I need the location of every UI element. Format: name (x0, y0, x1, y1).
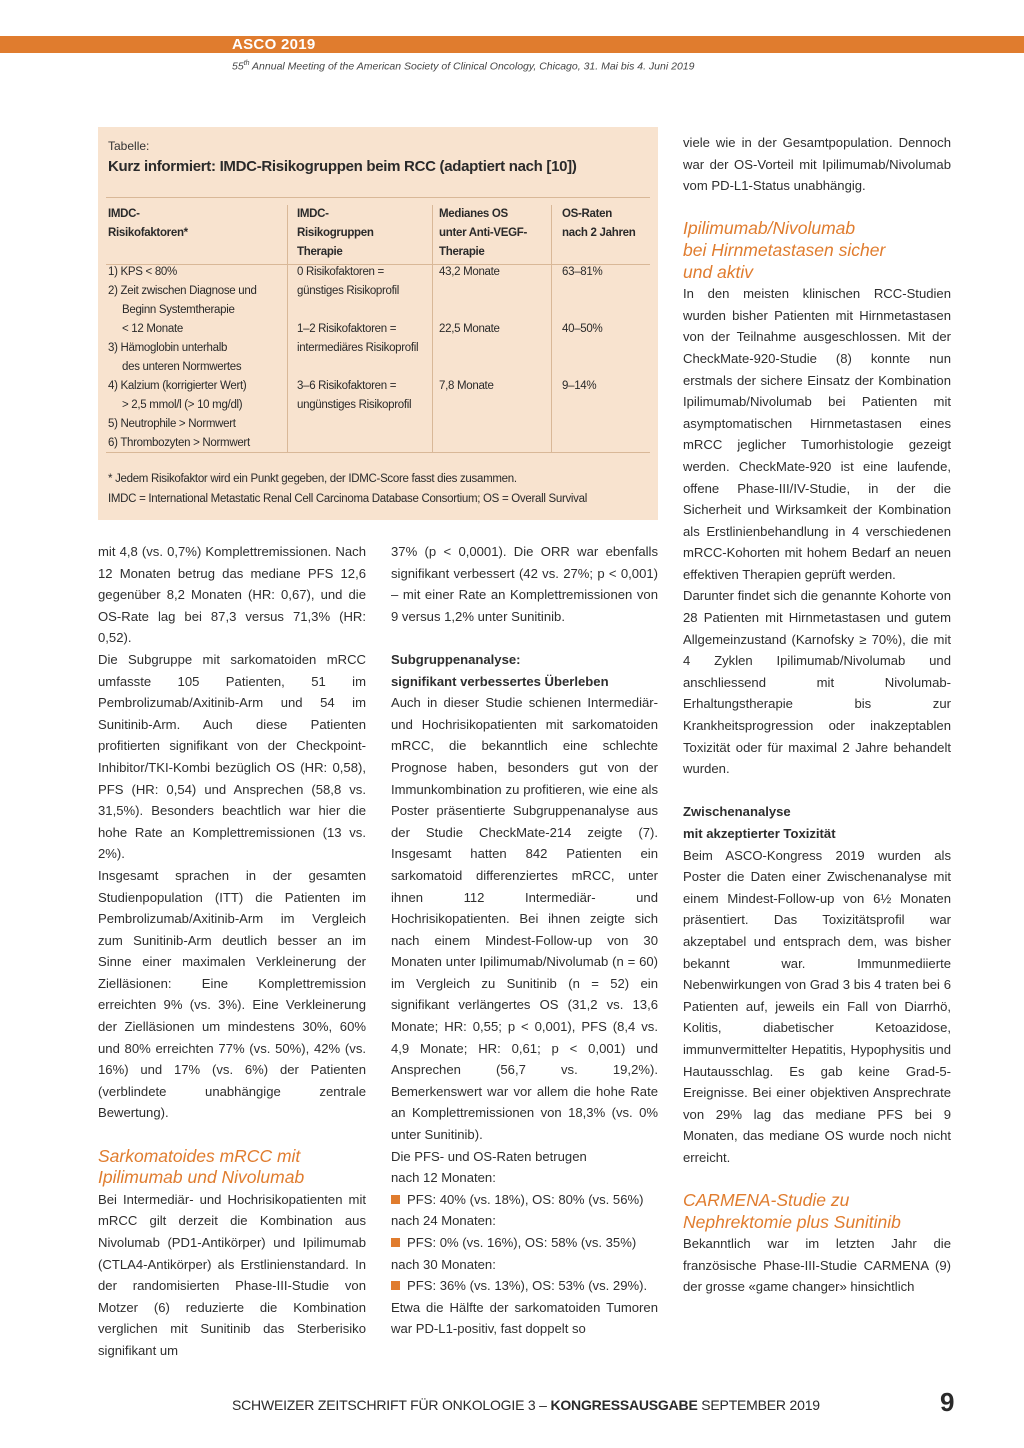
paragraph: Auch in dieser Studie schienen Intermediär- und Hochrisikopatienten mit sarkomatoiden mRCC, die bekanntlich eine schlechte Prognose haben, besonders gut von der Immunkombination zu profitieren, wie eine als Poster präsentierte Subgruppenanalyse aus der Studie CheckMate-214 zeigte (7). Insgesamt hatten 842 Patienten ein sarkomatoid differenziertes mRCC, unter ihnen 112 Intermediär- und Hochrisikopatienten. Bei ihnen zeigte sich nach einem Mindest-Follow-up von 30 Monaten unter Ipilimumab/Nivolumab (n = 60) im Vergleich zu Sunitinib (n = 52) ein signifikant verlängertes OS (31,2 vs. 13,6 Monate; HR: 0,55; p < 0,001), PFS (8,4 vs. 4,9 Monate; HR: 0,61; p < 0,001) und Ansprechen (56,7 vs. 19,2%). Bemerkenswert war vor allem die hohe Rate an Komplettremissionen von 18,3% (vs. 0% unter Sunitinib). (391, 695, 658, 1143)
paragraph: Insgesamt sprachen in der gesamten Studienpopulation (ITT) die Patienten im Pembrolizumab/Axitinib-Arm im Vergleich zum Sunitinib-Arm deutlich besser an im Sinne einer maximalen Verkleinerung der Zielläsionen: Eine Komplettremission erreichten 9% (vs. 3%). Eine Verkleinerung der Zielläsionen um mindestens 30%, 60% und 80% erreichten 77% (vs. 50%), 42% (vs. 16%) und 17% (vs. 6%) der Patienten (verblindete unabhängige zentrale Bewertung). (98, 867, 366, 1121)
rate-favorable: 63–81% (562, 266, 603, 278)
list-item: PFS: 36% (vs. 13%), OS: 53% (vs. 29%). (391, 1275, 658, 1297)
paragraph: mit 4,8 (vs. 0,7%) Komplettremissionen. Nach 12 Monaten betrug das mediane PFS 12,6 gegenüber 8,2 Monaten (HR: 0,67), und die OS-Rate lag bei 87,3 versus 71,3% (HR: 0,52). (98, 544, 366, 646)
table-header-cell: OS-Raten nach 2 Jahren (562, 208, 636, 239)
rate-poor: 9–14% (562, 380, 597, 392)
bullet-square-icon (391, 1238, 400, 1247)
bullet-square-icon (391, 1281, 400, 1290)
table-footnote: * Jedem Risikofaktor wird ein Punkt gegeben, der IDMC-Score fasst dies zusammen. (108, 473, 517, 485)
paragraph: Bei Intermediär- und Hochrisikopatienten mit mRCC gilt derzeit die Kombination aus Nivolumab (PD1-Antikörper) und Ipilimumab (CTLA4-Antikörper) als Erstlinienstandard. In der randomisierten Phase-III-Studie von Motzer (6) reduzierte die Kombination verglichen mit Sunitinib das Sterberisiko signifikant um (98, 1191, 366, 1358)
subsection-heading: Subgruppenanalyse: signifikant verbessertes Überleben (391, 651, 609, 689)
risk-group-poor: 3–6 Risikofaktoren = ungünstiges Risikoprofil (297, 380, 412, 411)
table-header-cell: IMDC- Risikofaktoren* (108, 208, 188, 239)
table-footnote: IMDC = International Metastatic Renal Cell Carcinoma Database Consortium; OS = Overall Survival (108, 493, 587, 505)
list-label: nach 24 Monaten: (391, 1213, 496, 1229)
subsection-heading: Zwischenanalyse mit akzeptierter Toxizität (683, 804, 836, 841)
table-header-cell: IMDC- Risikogruppen Therapie (297, 208, 374, 258)
rate-intermediate: 40–50% (562, 323, 603, 335)
table-header-cell: Medianes OS unter Anti-VEGF- Therapie (439, 208, 528, 258)
paragraph: 37% (p < 0,0001). Die ORR war ebenfalls signifikant verbessert (42 vs. 27%; p < 0,001) – mit einer Rate an Komplettremissionen von 9 versus 1,2% unter Sunitinib. (391, 544, 658, 624)
paragraph: Darunter findet sich die genannte Kohorte von 28 Patienten mit Hirnmetastasen und gutem Allgemeinzustand (Karnofsky ≥ 70%), die mit 4 Zyklen Ipilimumab/Nivolumab und anschliessend mit Nivolumab-Erhaltungstherapie bis zur Krankheitsprogression oder inakzeptablen Toxizität oder für maximal 2 Jahre behandelt wurden. (683, 588, 951, 777)
section-heading: Ipilimumab/Nivolumab bei Hirnmetastasen sicher und aktiv (683, 218, 886, 282)
page-number: 9 (940, 1387, 955, 1417)
risk-group-favorable: 0 Risikofaktoren = günstiges Risikoprofil (297, 266, 400, 297)
list-label: nach 30 Monaten: (391, 1256, 496, 1272)
table-caption: Tabelle: (108, 139, 150, 153)
list-item: PFS: 40% (vs. 18%), OS: 80% (vs. 56%) (391, 1189, 658, 1211)
section-heading: CARMENA-Studie zu Nephrektomie plus Sunitinib (683, 1190, 901, 1232)
os-poor: 7,8 Monate (439, 380, 494, 392)
paragraph: Etwa die Hälfte der sarkomatoiden Tumoren war PD-L1-positiv, fast doppelt so (391, 1299, 658, 1337)
risk-group-intermediate: 1–2 Risikofaktoren = intermediäres Risikoprofil (297, 323, 419, 354)
table-col-divider (551, 205, 552, 452)
header-subtitle: 55th Annual Meeting of the American Society of Clinical Oncology, Chicago, 31. Mai bis 4. Juni 2019 (232, 60, 695, 73)
column-2 (391, 541, 658, 1340)
table-col-divider (432, 205, 433, 452)
paragraph: viele wie in der Gesamtpopulation. Dennoch war der OS-Vorteil mit Ipilimumab/Nivolumab vom PD-L1-Status unabhängig. (683, 135, 951, 194)
bullet-square-icon (391, 1195, 400, 1204)
column-1 (98, 541, 366, 1362)
os-favorable: 43,2 Monate (439, 266, 500, 278)
paragraph: In den meisten klinischen RCC-Studien wurden bisher Patienten mit Hirnmetastasen von der Teilnahme ausgeschlossen. Mit der CheckMate-920-Studie (8) konnte nun erstmals der sichere Einsatz der Kombination Ipilimumab/Nivolumab bei Patienten mit asymptomatischen Hirnmetastasen eines mRCC jeglicher Tumorhistologie gezeigt werden. CheckMate-920 ist eine laufende, offene Phase-III/IV-Studie, in der die Sicherheit und Wirksamkeit der Kombination als Erstlinienbehandlung in 4 verschiedenen mRCC-Kohorten mit hohem Bedarf an neuen effektiven Therapien geprüft werden. (683, 286, 951, 582)
table-divider (106, 197, 650, 198)
paragraph: Die PFS- und OS-Raten betrugen (391, 1148, 587, 1164)
section-heading: Sarkomatoides mRCC mit Ipilimumab und Nivolumab (98, 1145, 305, 1188)
paragraph: Bekanntlich war im letzten Jahr die französische Phase-III-Studie CARMENA (9) der grosse «game changer» hinsichtlich (683, 1236, 951, 1295)
table-title: Kurz informiert: IMDC-Risikogruppen beim RCC (adaptiert nach [10]) (108, 158, 577, 175)
paragraph: Die Subgruppe mit sarkomatoiden mRCC umfasste 105 Patienten, 51 im Pembrolizumab/Axitinib-Arm und 54 im Sunitinib-Arm. Auch diese Patienten profitierten signifikant von der Checkpoint-Inhibitor/TKI-Kombi bezüglich OS (HR: 0,58), PFS (HR: 0,54) und Ansprechen (58,8 vs. 31,5%). Besonders beachtlich war hier die hohe Rate an Komplettremissionen (13 vs. 2%). (98, 651, 366, 862)
list-item: PFS: 0% (vs. 16%), OS: 58% (vs. 35%) (391, 1232, 658, 1254)
table-col-divider (287, 205, 288, 452)
risk-factor-list: 1) KPS < 80% 2) Zeit zwischen Diagnose und Beginn Systemtherapie < 12 Monate 3) Hämoglobin unterhalb des unteren Normwertes 4) Kalzium (korrigierter Wert) > 2,5 mmol/l (> 10 mg/dl) 5) Neutrophile > Normwert 6) Thrombozyten > Normwert (108, 266, 257, 449)
journal-footer: SCHWEIZER ZEITSCHRIFT FÜR ONKOLOGIE 3 – KONGRESSAUSGABE SEPTEMBER 2019 (232, 1397, 820, 1413)
list-label: nach 12 Monaten: (391, 1170, 496, 1186)
column-3 (683, 132, 951, 1298)
os-intermediate: 22,5 Monate (439, 323, 500, 335)
paragraph: Beim ASCO-Kongress 2019 wurden als Poster die Daten einer Zwischenanalyse mit einem Mindest-Follow-up von 6½ Monaten präsentiert. Das Toxizitätsprofil war akzeptabel und entsprach dem, was bisher bekannt war. Immunmediierte Nebenwirkungen von Grad 3 bis 4 traten bei 6 Patienten auf, jeweils ein Fall von Diarrhö, Kolitis, diabetischer Ketoazidose, immunvermittelter Hepatitis, Hypophysitis und Hautausschlag. Es gab keine Grad-5-Ereignisse. Bei einer objektiven Ansprechrate von 29% lag das mediane PFS bei 9 Monaten, das mediane OS wurde noch nicht erreicht. (683, 847, 951, 1165)
risk-table (98, 127, 658, 520)
header-bar (0, 36, 1024, 53)
header-title: ASCO 2019 (232, 36, 316, 53)
